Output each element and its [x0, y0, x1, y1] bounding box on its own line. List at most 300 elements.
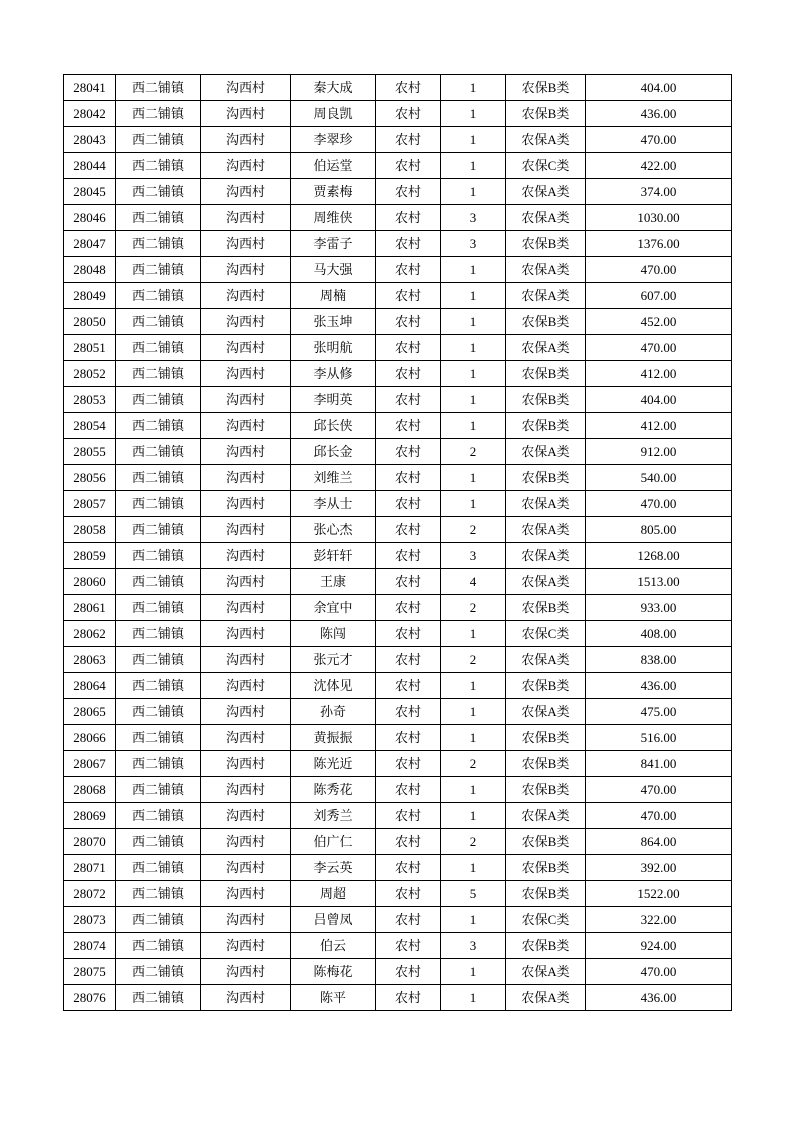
cell-record-id: 28061: [64, 595, 116, 621]
cell-record-id: 28056: [64, 465, 116, 491]
cell-residence-type: 农村: [376, 725, 441, 751]
cell-insurance-category: 农保A类: [506, 985, 586, 1011]
cell-town: 西二铺镇: [116, 699, 201, 725]
cell-record-id: 28051: [64, 335, 116, 361]
cell-insurance-category: 农保B类: [506, 361, 586, 387]
cell-amount: 422.00: [586, 153, 732, 179]
cell-person-count: 1: [441, 335, 506, 361]
cell-residence-type: 农村: [376, 595, 441, 621]
cell-record-id: 28060: [64, 569, 116, 595]
cell-record-id: 28076: [64, 985, 116, 1011]
cell-record-id: 28069: [64, 803, 116, 829]
cell-record-id: 28041: [64, 75, 116, 101]
cell-insurance-category: 农保B类: [506, 881, 586, 907]
cell-insurance-category: 农保B类: [506, 725, 586, 751]
cell-village: 沟西村: [201, 179, 291, 205]
cell-residence-type: 农村: [376, 855, 441, 881]
cell-village: 沟西村: [201, 569, 291, 595]
cell-person-count: 2: [441, 829, 506, 855]
cell-amount: 436.00: [586, 673, 732, 699]
cell-insurance-category: 农保B类: [506, 101, 586, 127]
cell-residence-type: 农村: [376, 257, 441, 283]
cell-town: 西二铺镇: [116, 907, 201, 933]
cell-amount: 841.00: [586, 751, 732, 777]
table-row: [64, 127, 732, 153]
cell-village: 沟西村: [201, 257, 291, 283]
cell-residence-type: 农村: [376, 439, 441, 465]
cell-person-name: 伯运堂: [291, 153, 376, 179]
cell-record-id: 28059: [64, 543, 116, 569]
table-row: [64, 153, 732, 179]
cell-person-count: 1: [441, 777, 506, 803]
cell-person-name: 李明英: [291, 387, 376, 413]
cell-town: 西二铺镇: [116, 413, 201, 439]
cell-insurance-category: 农保B类: [506, 465, 586, 491]
benefits-table: [63, 74, 732, 1011]
cell-amount: 475.00: [586, 699, 732, 725]
cell-person-count: 3: [441, 231, 506, 257]
cell-town: 西二铺镇: [116, 829, 201, 855]
cell-village: 沟西村: [201, 829, 291, 855]
cell-insurance-category: 农保B类: [506, 387, 586, 413]
cell-person-name: 周超: [291, 881, 376, 907]
cell-record-id: 28043: [64, 127, 116, 153]
cell-town: 西二铺镇: [116, 647, 201, 673]
table-row: [64, 387, 732, 413]
cell-amount: 516.00: [586, 725, 732, 751]
cell-person-count: 2: [441, 751, 506, 777]
cell-person-name: 邱长金: [291, 439, 376, 465]
cell-village: 沟西村: [201, 647, 291, 673]
cell-village: 沟西村: [201, 907, 291, 933]
cell-village: 沟西村: [201, 465, 291, 491]
cell-person-name: 李雷子: [291, 231, 376, 257]
cell-town: 西二铺镇: [116, 517, 201, 543]
cell-insurance-category: 农保A类: [506, 127, 586, 153]
cell-village: 沟西村: [201, 231, 291, 257]
cell-insurance-category: 农保C类: [506, 621, 586, 647]
table-row: [64, 907, 732, 933]
cell-insurance-category: 农保B类: [506, 829, 586, 855]
cell-amount: 470.00: [586, 803, 732, 829]
table-row: [64, 855, 732, 881]
cell-person-count: 1: [441, 985, 506, 1011]
cell-person-count: 1: [441, 803, 506, 829]
table-row: [64, 361, 732, 387]
cell-amount: 374.00: [586, 179, 732, 205]
cell-record-id: 28063: [64, 647, 116, 673]
cell-insurance-category: 农保A类: [506, 699, 586, 725]
cell-amount: 412.00: [586, 361, 732, 387]
cell-amount: 408.00: [586, 621, 732, 647]
cell-town: 西二铺镇: [116, 387, 201, 413]
cell-record-id: 28058: [64, 517, 116, 543]
cell-record-id: 28052: [64, 361, 116, 387]
cell-person-count: 2: [441, 647, 506, 673]
cell-village: 沟西村: [201, 881, 291, 907]
cell-record-id: 28044: [64, 153, 116, 179]
cell-person-count: 5: [441, 881, 506, 907]
cell-record-id: 28057: [64, 491, 116, 517]
cell-person-count: 2: [441, 517, 506, 543]
cell-residence-type: 农村: [376, 829, 441, 855]
table-row: [64, 205, 732, 231]
cell-residence-type: 农村: [376, 205, 441, 231]
cell-insurance-category: 农保B类: [506, 673, 586, 699]
cell-residence-type: 农村: [376, 309, 441, 335]
cell-village: 沟西村: [201, 127, 291, 153]
cell-person-count: 1: [441, 127, 506, 153]
cell-person-name: 彭轩轩: [291, 543, 376, 569]
cell-person-name: 马大强: [291, 257, 376, 283]
cell-insurance-category: 农保B类: [506, 75, 586, 101]
cell-village: 沟西村: [201, 387, 291, 413]
table-row: [64, 439, 732, 465]
cell-town: 西二铺镇: [116, 569, 201, 595]
cell-town: 西二铺镇: [116, 309, 201, 335]
cell-residence-type: 农村: [376, 881, 441, 907]
table-row: [64, 803, 732, 829]
table-row: [64, 777, 732, 803]
cell-person-count: 1: [441, 309, 506, 335]
cell-person-count: 1: [441, 283, 506, 309]
cell-insurance-category: 农保A类: [506, 517, 586, 543]
cell-person-name: 张玉坤: [291, 309, 376, 335]
cell-person-name: 王康: [291, 569, 376, 595]
cell-residence-type: 农村: [376, 335, 441, 361]
cell-village: 沟西村: [201, 985, 291, 1011]
cell-person-count: 2: [441, 439, 506, 465]
cell-person-name: 张明航: [291, 335, 376, 361]
cell-person-name: 李从士: [291, 491, 376, 517]
cell-insurance-category: 农保B类: [506, 309, 586, 335]
table-row: [64, 699, 732, 725]
cell-town: 西二铺镇: [116, 751, 201, 777]
cell-town: 西二铺镇: [116, 335, 201, 361]
table-row: [64, 569, 732, 595]
cell-person-count: 1: [441, 101, 506, 127]
cell-village: 沟西村: [201, 621, 291, 647]
cell-amount: 1268.00: [586, 543, 732, 569]
cell-insurance-category: 农保A类: [506, 491, 586, 517]
cell-village: 沟西村: [201, 803, 291, 829]
cell-amount: 924.00: [586, 933, 732, 959]
cell-residence-type: 农村: [376, 907, 441, 933]
cell-amount: 912.00: [586, 439, 732, 465]
cell-amount: 1030.00: [586, 205, 732, 231]
cell-town: 西二铺镇: [116, 985, 201, 1011]
cell-residence-type: 农村: [376, 179, 441, 205]
cell-insurance-category: 农保C类: [506, 153, 586, 179]
table-row: [64, 959, 732, 985]
cell-town: 西二铺镇: [116, 803, 201, 829]
cell-insurance-category: 农保A类: [506, 569, 586, 595]
cell-insurance-category: 农保A类: [506, 205, 586, 231]
cell-town: 西二铺镇: [116, 205, 201, 231]
cell-town: 西二铺镇: [116, 101, 201, 127]
cell-town: 西二铺镇: [116, 153, 201, 179]
table-row: [64, 283, 732, 309]
cell-person-name: 陈梅花: [291, 959, 376, 985]
cell-residence-type: 农村: [376, 751, 441, 777]
table-row: [64, 413, 732, 439]
cell-village: 沟西村: [201, 335, 291, 361]
cell-person-count: 1: [441, 699, 506, 725]
cell-amount: 452.00: [586, 309, 732, 335]
cell-person-name: 贾素梅: [291, 179, 376, 205]
cell-insurance-category: 农保B类: [506, 751, 586, 777]
cell-village: 沟西村: [201, 205, 291, 231]
cell-town: 西二铺镇: [116, 439, 201, 465]
cell-record-id: 28074: [64, 933, 116, 959]
cell-person-count: 1: [441, 491, 506, 517]
cell-record-id: 28047: [64, 231, 116, 257]
cell-amount: 322.00: [586, 907, 732, 933]
table-row: [64, 231, 732, 257]
cell-person-count: 1: [441, 855, 506, 881]
cell-record-id: 28066: [64, 725, 116, 751]
table-row: [64, 725, 732, 751]
table-row: [64, 75, 732, 101]
cell-insurance-category: 农保A类: [506, 803, 586, 829]
cell-amount: 1513.00: [586, 569, 732, 595]
cell-residence-type: 农村: [376, 413, 441, 439]
cell-person-name: 刘秀兰: [291, 803, 376, 829]
cell-person-name: 张心杰: [291, 517, 376, 543]
cell-amount: 470.00: [586, 257, 732, 283]
cell-amount: 404.00: [586, 387, 732, 413]
cell-person-name: 陈秀花: [291, 777, 376, 803]
cell-town: 西二铺镇: [116, 75, 201, 101]
cell-town: 西二铺镇: [116, 543, 201, 569]
cell-town: 西二铺镇: [116, 361, 201, 387]
cell-insurance-category: 农保C类: [506, 907, 586, 933]
cell-amount: 805.00: [586, 517, 732, 543]
cell-record-id: 28046: [64, 205, 116, 231]
table-row: [64, 465, 732, 491]
cell-person-count: 1: [441, 361, 506, 387]
cell-town: 西二铺镇: [116, 231, 201, 257]
cell-amount: 864.00: [586, 829, 732, 855]
cell-town: 西二铺镇: [116, 283, 201, 309]
cell-person-name: 余宜中: [291, 595, 376, 621]
cell-insurance-category: 农保A类: [506, 959, 586, 985]
cell-person-name: 刘维兰: [291, 465, 376, 491]
cell-amount: 392.00: [586, 855, 732, 881]
cell-village: 沟西村: [201, 153, 291, 179]
cell-amount: 404.00: [586, 75, 732, 101]
cell-record-id: 28075: [64, 959, 116, 985]
table-row: [64, 101, 732, 127]
cell-person-count: 4: [441, 569, 506, 595]
cell-residence-type: 农村: [376, 933, 441, 959]
cell-amount: 933.00: [586, 595, 732, 621]
cell-town: 西二铺镇: [116, 595, 201, 621]
cell-residence-type: 农村: [376, 491, 441, 517]
cell-village: 沟西村: [201, 309, 291, 335]
cell-insurance-category: 农保A类: [506, 257, 586, 283]
cell-village: 沟西村: [201, 959, 291, 985]
cell-insurance-category: 农保A类: [506, 439, 586, 465]
cell-person-name: 孙奇: [291, 699, 376, 725]
cell-person-name: 陈光近: [291, 751, 376, 777]
cell-amount: 470.00: [586, 777, 732, 803]
cell-insurance-category: 农保B类: [506, 595, 586, 621]
cell-town: 西二铺镇: [116, 465, 201, 491]
cell-residence-type: 农村: [376, 465, 441, 491]
cell-record-id: 28072: [64, 881, 116, 907]
cell-amount: 470.00: [586, 127, 732, 153]
table-row: [64, 543, 732, 569]
cell-town: 西二铺镇: [116, 621, 201, 647]
cell-insurance-category: 农保A类: [506, 647, 586, 673]
table-body: [64, 75, 732, 1011]
cell-person-count: 1: [441, 75, 506, 101]
cell-village: 沟西村: [201, 595, 291, 621]
cell-person-count: 1: [441, 725, 506, 751]
cell-village: 沟西村: [201, 725, 291, 751]
cell-town: 西二铺镇: [116, 855, 201, 881]
table-row: [64, 179, 732, 205]
cell-person-name: 邱长侠: [291, 413, 376, 439]
cell-residence-type: 农村: [376, 153, 441, 179]
cell-record-id: 28042: [64, 101, 116, 127]
cell-village: 沟西村: [201, 543, 291, 569]
cell-residence-type: 农村: [376, 283, 441, 309]
cell-residence-type: 农村: [376, 569, 441, 595]
cell-residence-type: 农村: [376, 673, 441, 699]
cell-amount: 412.00: [586, 413, 732, 439]
cell-record-id: 28048: [64, 257, 116, 283]
cell-insurance-category: 农保A类: [506, 543, 586, 569]
cell-town: 西二铺镇: [116, 127, 201, 153]
cell-insurance-category: 农保B类: [506, 231, 586, 257]
cell-insurance-category: 农保B类: [506, 777, 586, 803]
cell-insurance-category: 农保B类: [506, 413, 586, 439]
cell-record-id: 28065: [64, 699, 116, 725]
cell-record-id: 28071: [64, 855, 116, 881]
cell-residence-type: 农村: [376, 621, 441, 647]
cell-person-count: 1: [441, 673, 506, 699]
cell-amount: 1376.00: [586, 231, 732, 257]
cell-village: 沟西村: [201, 101, 291, 127]
cell-amount: 436.00: [586, 985, 732, 1011]
cell-residence-type: 农村: [376, 699, 441, 725]
cell-insurance-category: 农保B类: [506, 855, 586, 881]
cell-person-name: 周维侠: [291, 205, 376, 231]
cell-village: 沟西村: [201, 439, 291, 465]
cell-person-count: 1: [441, 907, 506, 933]
cell-village: 沟西村: [201, 751, 291, 777]
cell-residence-type: 农村: [376, 127, 441, 153]
cell-record-id: 28049: [64, 283, 116, 309]
cell-village: 沟西村: [201, 517, 291, 543]
cell-person-count: 1: [441, 413, 506, 439]
cell-person-name: 周良凯: [291, 101, 376, 127]
cell-residence-type: 农村: [376, 777, 441, 803]
cell-record-id: 28053: [64, 387, 116, 413]
cell-person-count: 2: [441, 595, 506, 621]
cell-town: 西二铺镇: [116, 179, 201, 205]
cell-person-name: 陈平: [291, 985, 376, 1011]
table-row: [64, 309, 732, 335]
cell-record-id: 28068: [64, 777, 116, 803]
cell-record-id: 28054: [64, 413, 116, 439]
table-row: [64, 335, 732, 361]
cell-person-count: 1: [441, 959, 506, 985]
cell-person-name: 李从修: [291, 361, 376, 387]
cell-town: 西二铺镇: [116, 777, 201, 803]
cell-village: 沟西村: [201, 933, 291, 959]
cell-person-count: 1: [441, 153, 506, 179]
cell-person-name: 秦大成: [291, 75, 376, 101]
cell-amount: 436.00: [586, 101, 732, 127]
cell-record-id: 28067: [64, 751, 116, 777]
cell-insurance-category: 农保B类: [506, 933, 586, 959]
cell-person-name: 李云英: [291, 855, 376, 881]
cell-village: 沟西村: [201, 777, 291, 803]
cell-residence-type: 农村: [376, 101, 441, 127]
cell-insurance-category: 农保A类: [506, 335, 586, 361]
table-row: [64, 673, 732, 699]
cell-person-count: 3: [441, 543, 506, 569]
cell-person-name: 黄振振: [291, 725, 376, 751]
cell-town: 西二铺镇: [116, 933, 201, 959]
table-row: [64, 621, 732, 647]
cell-amount: 540.00: [586, 465, 732, 491]
cell-person-count: 3: [441, 933, 506, 959]
cell-person-count: 3: [441, 205, 506, 231]
cell-record-id: 28055: [64, 439, 116, 465]
cell-residence-type: 农村: [376, 75, 441, 101]
cell-person-name: 李翠珍: [291, 127, 376, 153]
cell-insurance-category: 农保A类: [506, 283, 586, 309]
cell-town: 西二铺镇: [116, 725, 201, 751]
cell-person-name: 周楠: [291, 283, 376, 309]
cell-record-id: 28045: [64, 179, 116, 205]
cell-amount: 470.00: [586, 959, 732, 985]
cell-residence-type: 农村: [376, 543, 441, 569]
cell-residence-type: 农村: [376, 231, 441, 257]
cell-village: 沟西村: [201, 413, 291, 439]
cell-person-count: 1: [441, 621, 506, 647]
cell-record-id: 28070: [64, 829, 116, 855]
table-row: [64, 933, 732, 959]
table-row: [64, 595, 732, 621]
cell-person-count: 1: [441, 179, 506, 205]
cell-village: 沟西村: [201, 673, 291, 699]
cell-town: 西二铺镇: [116, 491, 201, 517]
cell-record-id: 28062: [64, 621, 116, 647]
cell-residence-type: 农村: [376, 803, 441, 829]
cell-village: 沟西村: [201, 855, 291, 881]
cell-amount: 470.00: [586, 335, 732, 361]
table-row: [64, 881, 732, 907]
cell-person-count: 1: [441, 257, 506, 283]
cell-residence-type: 农村: [376, 959, 441, 985]
cell-record-id: 28073: [64, 907, 116, 933]
cell-person-name: 吕曾凤: [291, 907, 376, 933]
cell-town: 西二铺镇: [116, 257, 201, 283]
cell-town: 西二铺镇: [116, 673, 201, 699]
cell-person-name: 伯云: [291, 933, 376, 959]
cell-person-name: 陈闯: [291, 621, 376, 647]
cell-village: 沟西村: [201, 283, 291, 309]
cell-village: 沟西村: [201, 75, 291, 101]
table-row: [64, 647, 732, 673]
table-row: [64, 491, 732, 517]
cell-residence-type: 农村: [376, 387, 441, 413]
